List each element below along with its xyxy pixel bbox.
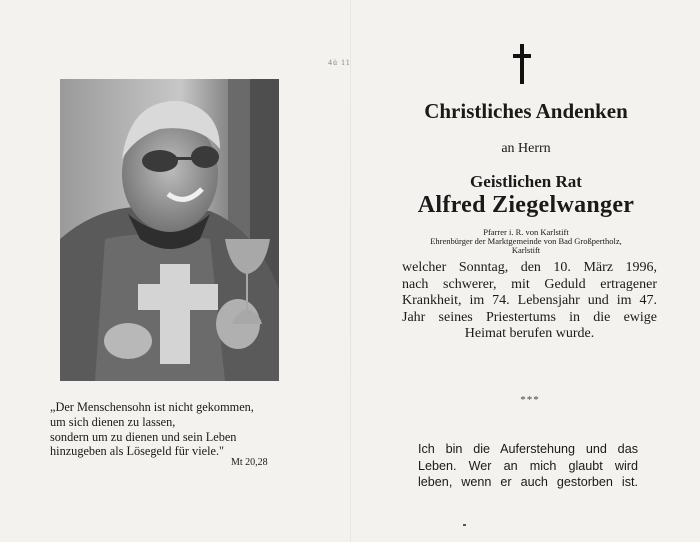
latin-cross-icon [513, 44, 531, 84]
resurrection-verse [418, 441, 638, 491]
card-title: Christliches Andenken [424, 99, 628, 123]
separator-stars: *** [520, 394, 540, 406]
portrait-photo [60, 79, 279, 381]
quote-line: hinzugeben als Lösegeld für viele." [50, 444, 225, 459]
obituary-line: welcher Sonntag, den 10. März 1996, [402, 260, 657, 275]
clerical-rank: Geistlichen Rat [470, 172, 582, 191]
quote-line: sondern um zu dienen und sein Leben [50, 429, 237, 444]
deceased-name: Alfred Ziegelwanger [417, 192, 635, 218]
quote-reference: Mt 20,28 [231, 457, 268, 468]
card-fold-line [350, 0, 351, 542]
obituary-text [402, 260, 657, 343]
archive-stamp: 4ü 11 [328, 58, 351, 67]
obituary-line: Krankheit, im 74. Lebensjahr und im 47. [402, 293, 657, 308]
obituary-line: Jahr seines Priestertums in die ewige [402, 309, 657, 325]
subtitle-line: Karlstift [511, 245, 541, 255]
quote-line: um sich dienen zu lassen, [50, 414, 176, 429]
salutation: an Herrn [501, 141, 551, 156]
portrait-photo-image [60, 79, 279, 381]
subtitle-line: Ehrenbürger der Marktgemeinde von Bad Großpertholz, [430, 236, 622, 246]
obituary-line: nach schwerer, mit Geduld ertragener [402, 276, 657, 292]
subtitle-line: Pfarrer i. R. von Karlstift [483, 227, 569, 237]
verse-line: Ich bin die Auferstehung und das [418, 442, 638, 456]
verse-line: Leben. Wer an mich glaubt wird [418, 458, 638, 473]
obituary-line: Heimat berufen wurde. [464, 326, 595, 341]
verse-line: leben, wenn er auch gestorben ist. [418, 475, 638, 489]
paper-speck [463, 524, 466, 526]
quote-line: „Der Menschensohn ist nicht gekommen, [50, 400, 254, 414]
bible-quote [50, 400, 300, 459]
